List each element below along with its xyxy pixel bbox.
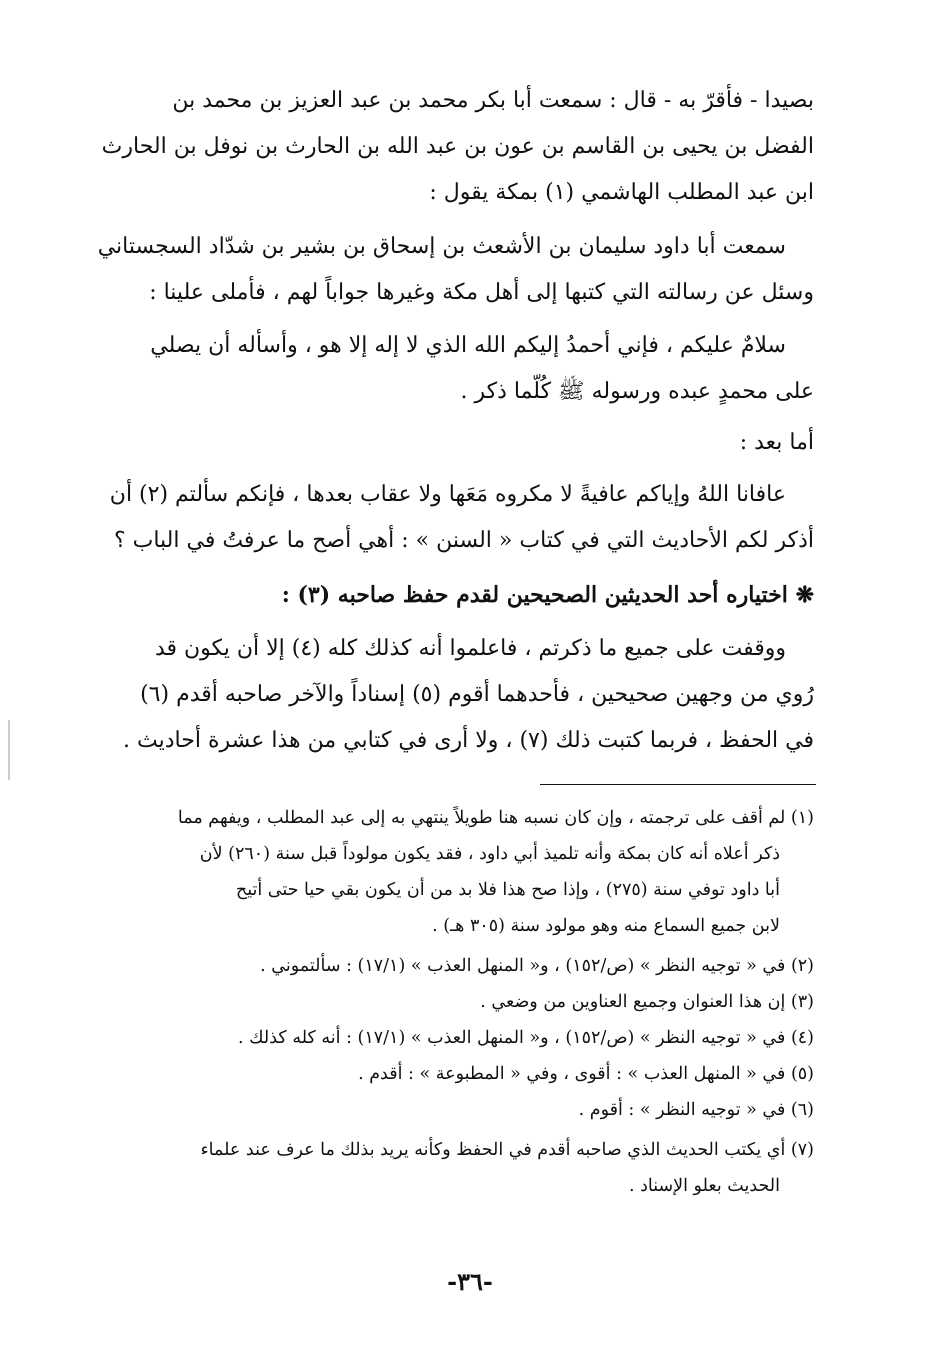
footnote-line: (٥) في « المنهل العذب » : أقوى ، وفي « المطبوعة » : أقدم . (358, 1064, 814, 1084)
main-text-line: في الحفظ ، فربما كتبت ذلك (٧) ، ولا أرى في كتابي من هذا عشرة أحاديث . (123, 728, 814, 753)
section-heading: ❋ اختياره أحد الحديثين الصحيحين لقدم حفظ صاحبه (٣) : (281, 582, 814, 608)
footnote-line: (٤) في « توجيه النظر » (ص/١٥٢) ، و« المنهل العذب » (١٧/١) : أنه كله كذلك . (238, 1028, 814, 1048)
main-text-line: سلامٌ عليكم ، فإني أحمدُ إليكم الله الذي لا إله إلا هو ، وأسأله أن يصلي (150, 333, 786, 358)
main-text-line: ابن عبد المطلب الهاشمي (١) بمكة يقول : (429, 180, 814, 205)
footnote-line: ذكر أعلاه أنه كان بمكة وأنه تلميذ أبي داود ، فقد يكون مولوداً قبل سنة (٢٦٠) لأن (199, 844, 780, 864)
main-text-line: أذكر لكم الأحاديث التي في كتاب « السنن » : أهي أصح ما عرفتُ في الباب ؟ (113, 528, 814, 553)
footnote-line: أبا داود توفي سنة (٢٧٥) ، وإذا صح هذا فلا بد من أن يكون بقي حيا حتى أتيح (235, 880, 780, 900)
main-text-line: على محمدٍ عبده ورسوله ﷺ كُلّما ذكر . (460, 379, 814, 404)
footnote-line: (٣) إن هذا العنوان وجميع العناوين من وضعي . (480, 992, 814, 1012)
footnote-separator (540, 784, 816, 785)
page-number: -٣٦- (447, 1267, 493, 1296)
main-text-line: الفضل بن يحيى بن القاسم بن عون بن عبد الله بن الحارث بن نوفل بن الحارث (101, 134, 814, 159)
main-text-line: ووقفت على جميع ما ذكرتم ، فاعلموا أنه كذلك كله (٤) إلا أن يكون قد (154, 636, 786, 661)
footnote-line: (٧) أي يكتب الحديث الذي صاحبه أقدم في الحفظ وكأنه يريد بذلك ما عرف عند علماء (200, 1140, 814, 1160)
footnote-line: الحديث بعلو الإسناد . (628, 1176, 780, 1196)
footnote-line: (٦) في « توجيه النظر » : أقوم . (578, 1100, 814, 1120)
scan-artifact (8, 720, 10, 780)
footnote-line: لابن جميع السماع منه وهو مولود سنة (٣٠٥ هـ) . (432, 916, 780, 936)
main-text-line: عافانا اللهُ وإياكم عافيةً لا مكروه مَعَها ولا عقاب بعدها ، فإنكم سألتم (٢) أن (109, 482, 786, 507)
footnote-line: (١) لم أقف على ترجمته ، وإن كان نسبه هنا طويلاً ينتهي به إلى عبد المطلب ، ويفهم مما (177, 808, 814, 828)
main-text-line: بصيدا - فأقرّ به - قال : سمعت أبا بكر محمد بن عبد العزيز بن محمد بن (172, 88, 814, 113)
main-text-line: وسئل عن رسالته التي كتبها إلى أهل مكة وغيرها جواباً لهم ، فأملى علينا : (149, 280, 814, 305)
main-text-line: رُوي من وجهين صحيحين ، فأحدهما أقوم (٥) إسناداً والآخر صاحبه أقدم (٦) (140, 682, 814, 707)
main-text-line: أما بعد : (739, 430, 814, 455)
main-text-line: سمعت أبا داود سليمان بن الأشعث بن إسحاق بن بشير بن شدّاد السجستاني (97, 234, 786, 259)
footnote-line: (٢) في « توجيه النظر » (ص/١٥٢) ، و« المنهل العذب » (١٧/١) : سألتموني . (260, 956, 814, 976)
